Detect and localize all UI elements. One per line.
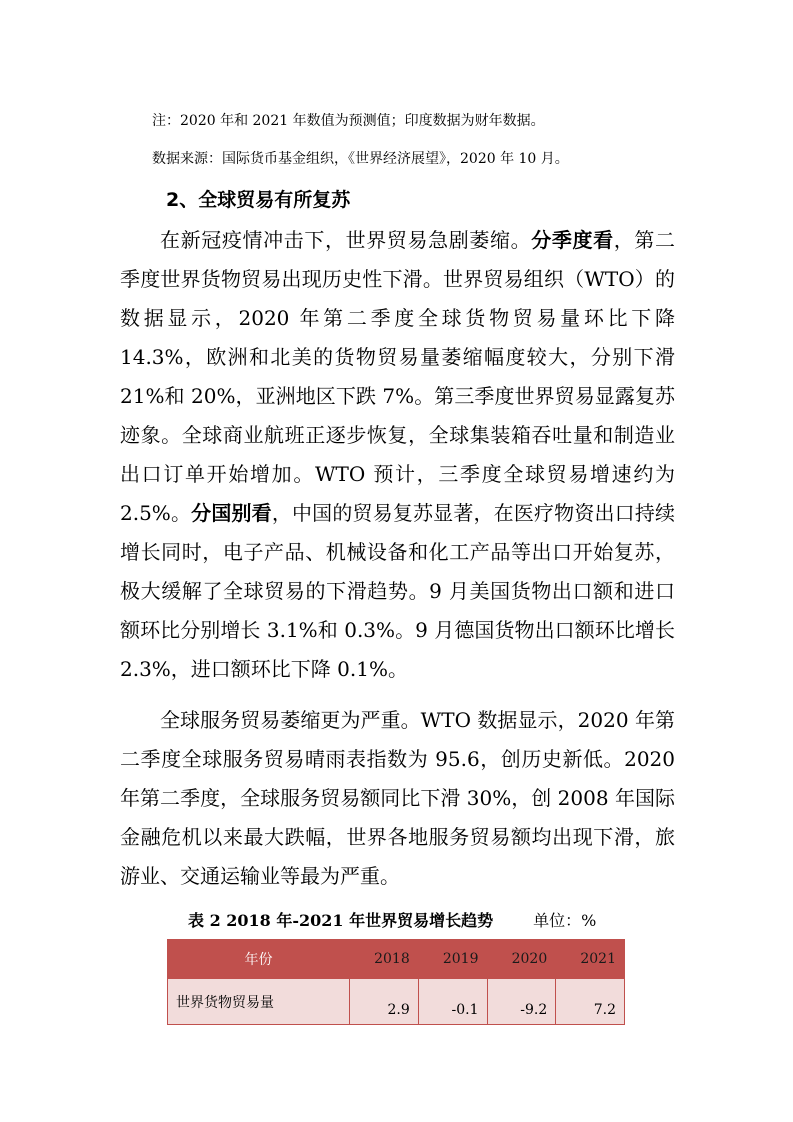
data-source-note: 数据来源：国际货币基金组织，《世界经济展望》，2020 年 10 月。 <box>152 151 569 167</box>
paragraph-text: 在新冠疫情冲击下，世界贸易急剧萎缩。 <box>160 228 532 252</box>
cell-value-2021: 7.2 <box>556 979 625 1025</box>
table-unit: 单位：% <box>533 911 597 930</box>
paragraph-services-trade: 全球服务贸易萎缩更为严重。WTO 数据显示，2020 年第二季度全球服务贸易晴雨表指数为 95.6，创历史新低。2020 年第二季度，全球服务贸易额同比下滑 30%，创 2008 年国际金融危机以来最大跌幅，世界各地服务贸易额均出现下滑，旅游业、交通运输业等最为严重。 <box>120 708 675 888</box>
trade-growth-table <box>167 939 625 1025</box>
table-caption <box>188 910 596 932</box>
cell-value-2018: 2.9 <box>350 979 419 1025</box>
bold-phrase-by-country: 分国别看 <box>191 501 272 525</box>
table-row <box>168 979 625 1025</box>
paragraph-text: ，第二季度世界货物贸易出现历史性下滑。世界贸易组织（WTO）的数据显示，2020 年第二季度全球货物贸易量环比下降 14.3%，欧洲和北美的货物贸易量萎缩幅度较大，分别下滑 21%和 20%，亚洲地区下跌 7%。第三季度世界贸易显露复苏迹象。全球商业航班正逐步恢复，全球集装箱吞吐量和制造业出口订单开始增加。WTO 预计，三季度全球贸易增速约为 2.5%。 <box>120 228 675 525</box>
section-title: 2、全球贸易有所复苏 <box>166 189 351 211</box>
table-title: 表 2 2018 年-2021 年世界贸易增长趋势 <box>188 911 494 930</box>
row-label: 世界货物贸易量 <box>168 979 350 1025</box>
bold-phrase-by-quarter: 分季度看 <box>531 228 614 252</box>
paragraph-goods-trade <box>120 221 675 689</box>
paragraph-text: ，中国的贸易复苏显著，在医疗物资出口持续增长同时，电子产品、机械设备和化工产品等出口开始复苏，极大缓解了全球贸易的下滑趋势。9 月美国货物出口额和进口额环比分别增长 3.1%和 0.3%。9 月德国货物出口额环比增长 2.3%，进口额环比下降 0.1%。 <box>120 501 676 681</box>
cell-value-2019: -0.1 <box>418 979 487 1025</box>
header-year-2020: 2020 <box>487 940 556 979</box>
cell-value-2020: -9.2 <box>487 979 556 1025</box>
header-year-2019: 2019 <box>418 940 487 979</box>
table-header-row <box>168 940 625 979</box>
header-year-2018: 2018 <box>350 940 419 979</box>
header-year-2021: 2021 <box>556 940 625 979</box>
header-year-label: 年份 <box>168 940 350 979</box>
table-note: 注：2020 年和 2021 年数值为预测值；印度数据为财年数据。 <box>152 113 545 129</box>
